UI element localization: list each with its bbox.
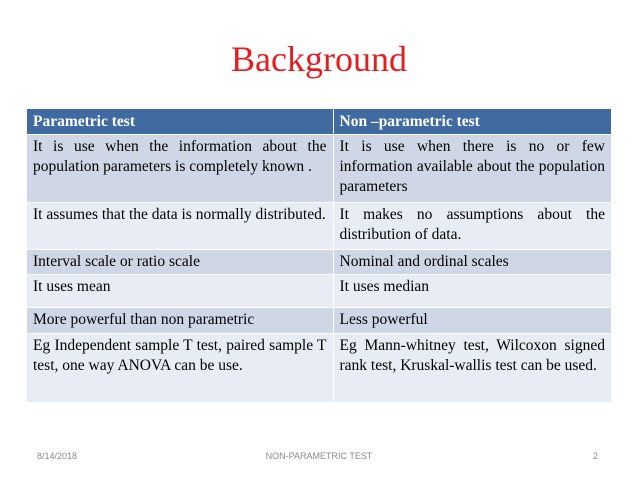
cell-non-parametric: It uses median: [333, 275, 611, 308]
table-row: [27, 275, 611, 308]
cell-parametric: It is use when the information about the population parameters is completely known .: [27, 135, 333, 203]
table-row: [27, 334, 611, 402]
cell-parametric: More powerful than non parametric: [27, 308, 333, 334]
comparison-table: [27, 109, 611, 402]
footer-date: 8/14/2018: [37, 451, 78, 461]
footer-title: NON-PARAMETRIC TEST: [265, 451, 373, 461]
page-number: 2: [592, 451, 598, 461]
cell-parametric: Interval scale or ratio scale: [27, 250, 333, 275]
table-header-row: [27, 109, 611, 135]
table-row: [27, 250, 611, 275]
cell-non-parametric: Nominal and ordinal scales: [333, 250, 611, 275]
cell-non-parametric: Less powerful: [333, 308, 611, 334]
cell-non-parametric: Eg Mann-whitney test, Wilcoxon signed rank test, Kruskal-wallis test can be used.: [333, 334, 611, 402]
header-non-parametric: Non –parametric test: [333, 109, 611, 135]
cell-non-parametric: It makes no assumptions about the distribution of data.: [333, 203, 611, 250]
table-row: [27, 135, 611, 203]
slide-title: Background: [231, 39, 407, 79]
cell-non-parametric: It is use when there is no or few information available about the population parameters: [333, 135, 611, 203]
cell-parametric: It uses mean: [27, 275, 333, 308]
cell-parametric: It assumes that the data is normally distributed.: [27, 203, 333, 250]
header-parametric: Parametric test: [27, 109, 333, 135]
table-row: [27, 203, 611, 250]
table-row: [27, 308, 611, 334]
cell-parametric: Eg Independent sample T test, paired sample T test, one way ANOVA can be use.: [27, 334, 333, 402]
